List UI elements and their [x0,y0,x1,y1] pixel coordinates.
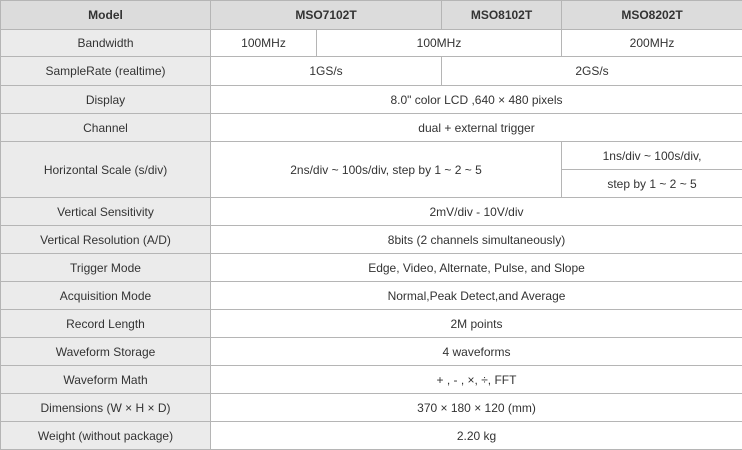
value-record-length: 2M points [211,310,742,338]
row-dimensions [1,394,742,422]
label-vertical-sensitivity: Vertical Sensitivity [1,198,211,226]
value-trigger-mode: Edge, Video, Alternate, Pulse, and Slope [211,254,742,282]
header-mso8102t: MSO8102T [442,1,562,30]
row-acquisition-mode [1,282,742,310]
value-acquisition-mode: Normal,Peak Detect,and Average [211,282,742,310]
value-waveform-math: + , - , ×, ÷, FFT [211,366,742,394]
value-bandwidth-mso8202t: 200MHz [562,30,742,57]
label-trigger-mode: Trigger Mode [1,254,211,282]
label-dimensions: Dimensions (W × H × D) [1,394,211,422]
value-horizontal-scale-mso8202t-line1: 1ns/div ~ 100s/div, [562,142,742,170]
row-display [1,86,742,114]
header-mso8202t: MSO8202T [562,1,742,30]
row-record-length [1,310,742,338]
label-record-length: Record Length [1,310,211,338]
value-display: 8.0" color LCD ,640 × 480 pixels [211,86,742,114]
row-sample-rate [1,57,742,86]
label-waveform-math: Waveform Math [1,366,211,394]
label-sample-rate: SampleRate (realtime) [1,57,211,86]
label-channel: Channel [1,114,211,142]
row-channel [1,114,742,142]
value-vertical-sensitivity: 2mV/div - 10V/div [211,198,742,226]
value-sample-rate-mso8xx2t: 2GS/s [442,57,742,86]
row-trigger-mode [1,254,742,282]
row-waveform-storage [1,338,742,366]
value-bandwidth-mso8102t: 100MHz [317,30,562,57]
label-acquisition-mode: Acquisition Mode [1,282,211,310]
value-horizontal-scale-mso8202t-line2: step by 1 ~ 2 ~ 5 [562,170,742,198]
header-row [1,1,742,30]
row-bandwidth [1,30,742,57]
label-bandwidth: Bandwidth [1,30,211,57]
row-vertical-sensitivity [1,198,742,226]
value-bandwidth-mso7102t: 100MHz [211,30,317,57]
value-sample-rate-mso7102t: 1GS/s [211,57,442,86]
label-vertical-resolution: Vertical Resolution (A/D) [1,226,211,254]
label-waveform-storage: Waveform Storage [1,338,211,366]
value-vertical-resolution: 8bits (2 channels simultaneously) [211,226,742,254]
value-horizontal-scale-mso7102t-8102t: 2ns/div ~ 100s/div, step by 1 ~ 2 ~ 5 [211,142,562,198]
label-horizontal-scale: Horizontal Scale (s/div) [1,142,211,198]
row-vertical-resolution [1,226,742,254]
label-display: Display [1,86,211,114]
value-weight: 2.20 kg [211,422,742,450]
row-waveform-math [1,366,742,394]
header-mso7102t: MSO7102T [211,1,442,30]
header-model: Model [1,1,211,30]
value-channel: dual + external trigger [211,114,742,142]
value-dimensions: 370 × 180 × 120 (mm) [211,394,742,422]
label-weight: Weight (without package) [1,422,211,450]
row-weight [1,422,742,450]
row-horizontal-scale-a [1,142,742,170]
value-waveform-storage: 4 waveforms [211,338,742,366]
